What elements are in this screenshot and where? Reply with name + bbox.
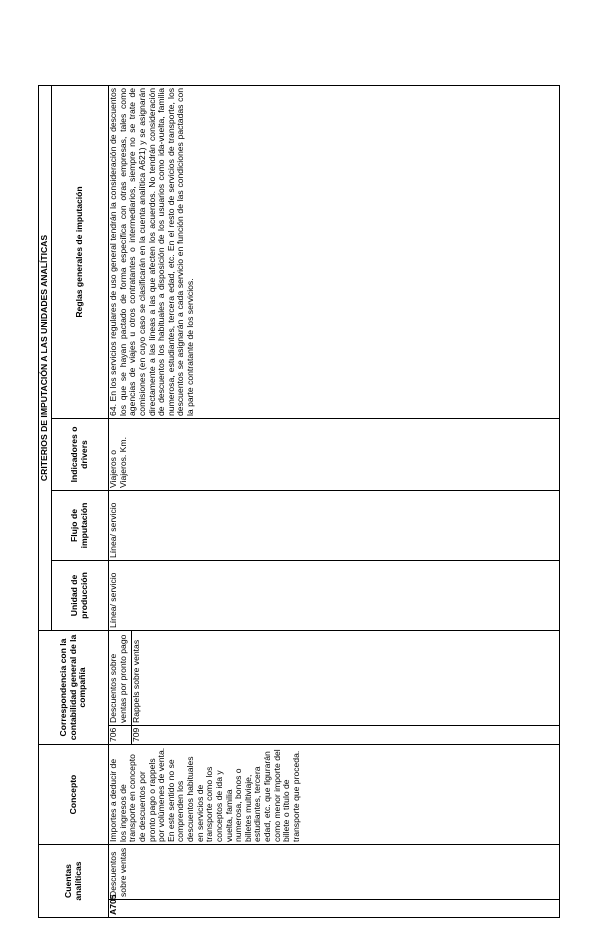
header-indicadores: Indicadores o drivers (52, 418, 109, 490)
header-concepto: Concepto (39, 745, 109, 845)
flujo-value: Línea/ servicio (109, 490, 560, 560)
rotated-table-container (38, 86, 568, 918)
account-description: Rappels sobre ventas (132, 630, 560, 725)
header-criterios: CRITERIOS DE IMPUTACIÓN A LAS UNIDADES ANALÍTICAS (39, 85, 52, 630)
account-number: 706 (109, 726, 132, 745)
unidad-value: Línea/ servicio (109, 560, 560, 630)
account-code: A705 (109, 900, 560, 918)
account-name: Descuentos sobre ventas (109, 845, 560, 900)
header-unidad: Unidad de producción (52, 560, 109, 630)
header-flujo: Flujo de imputación (52, 490, 109, 560)
concepto-text: Importes a deducir de los ingresos de transporte en concepto de descuentos por pronto pago o rappels por volúmenes de venta. En este sentido no se comprenden los descuentos habituales en servicios de transporte como los conceptos de ida y vuelta, familia numerosa, bonos o billetes multiviaje, estudiantes, tercera edad, etc. que figurarán como menor importe del billete o título de transporte que proceda. (109, 745, 560, 845)
header-row-top (39, 85, 52, 917)
reglas-text: 64. En los servicios regulares de uso general tendrán la consideración de descuentos los que se hayan pactado de forma específica con otras empresas, tales como agencias de viajes u otros contratantes o intermediarios, siempre no se trate de comisiones (en cuyo caso se clasificarán en la cuenta analítica A621) y se asignarán directamente a las líneas a las que afecten los acuerdos. No tendrán consideración de descuentos los habituales a disposición de los usuarios como ida-vuelta, familia numerosa, estudiantes, tercera edad, etc. En el resto de servicios de transporte, los descuentos se asignarán a cada servicio en función de las condiciones pactadas con la parte contratante de los servicios. (109, 85, 560, 418)
account-description: Descuentos sobre ventas por pronto pago (109, 630, 132, 725)
indicadores-value: Viajeros o Viajeros. Km. (109, 418, 560, 490)
header-correspondencia: Correspondencia con la contabilidad general de la compañía (39, 630, 109, 744)
header-reglas: Reglas generales de imputación (52, 85, 109, 418)
imputation-criteria-table (38, 85, 560, 918)
table-row (109, 85, 132, 917)
account-number: 709 (132, 726, 560, 745)
header-cuentas: Cuentas analíticas (39, 845, 109, 918)
